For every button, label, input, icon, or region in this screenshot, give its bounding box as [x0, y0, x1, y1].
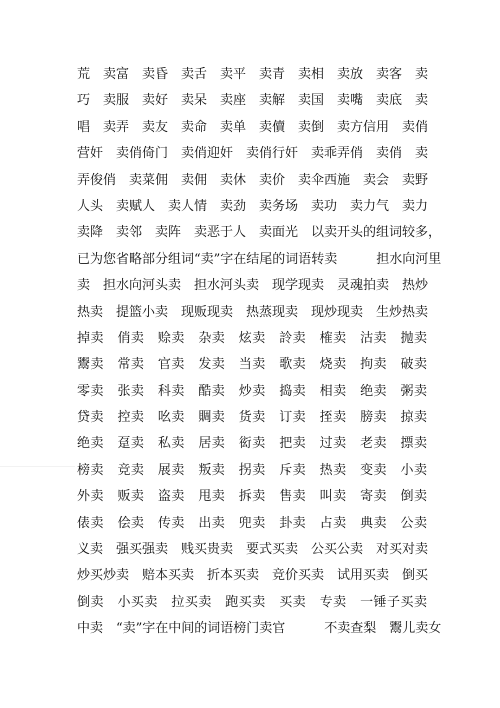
text-line: 外卖 贩卖 盗卖 甩卖 拆卖 售卖 叫卖 寄卖 倒卖: [77, 489, 427, 505]
text-line: 零卖 张卖 科卖 酷卖 炒卖 捣卖 相卖 绝卖 粥卖: [77, 383, 427, 399]
text-line: 巧 卖服 卖好 卖呆 卖座 卖解 卖国 卖嘴 卖底 卖: [77, 93, 429, 109]
text-line: 弄俊俏 卖菜佣 卖佣 卖休 卖价 卖伞西施 卖会 卖野: [77, 172, 429, 188]
text-line: 绝卖 趸卖 私卖 居卖 衒卖 把卖 过卖 老卖 摽卖: [77, 436, 427, 452]
text-line: 义卖 强买强卖 贱买贵卖 要式买卖 公买公卖 对买对卖: [77, 542, 429, 558]
text-line: 卖 担水向河头卖 担水河头卖 现学现卖 灵魂拍卖 热炒: [77, 278, 429, 294]
text-line: 俵卖 侩卖 传卖 出卖 兜卖 卦卖 占卖 典卖 公卖: [77, 515, 427, 531]
text-line: 已为您省略部分组词“卖”字在结尾的词语转卖 担水向河里: [77, 251, 442, 267]
text-line: 人头 卖赋人 卖人情 卖劲 卖务场 卖功 卖力气 卖力: [77, 198, 429, 214]
body-text: [77, 62, 442, 643]
text-line: 榜卖 竞卖 展卖 叛卖 拐卖 斥卖 热卖 变卖 小卖: [77, 462, 427, 478]
text-line: 荒 卖富 卖昏 卖舌 卖平 卖青 卖相 卖放 卖客 卖: [77, 67, 429, 82]
text-line: 掉卖 俏卖 赊卖 杂卖 炫卖 詅卖 榷卖 沽卖 抛卖: [77, 330, 427, 346]
margin-rule: [0, 466, 75, 467]
text-line: 中卖 “卖”字在中间的词语榜门卖官 不卖查梨 鬻儿卖女: [77, 621, 442, 637]
text-line: 贷卖 控卖 吆卖 賙卖 货卖 订卖 挃卖 膀卖 掠卖: [77, 410, 427, 426]
text-line: 卖降 卖邻 卖阵 卖恶于人 卖面光 以卖开头的组词较多，: [77, 225, 442, 241]
text-line: 炒买炒卖 赔本买卖 折本买卖 竞价买卖 试用买卖 倒买: [77, 568, 429, 584]
text-line: 营奸 卖俏倚门 卖俏迎奸 卖俏行奸 卖乖弄俏 卖俏 卖: [77, 146, 429, 162]
text-line: 热卖 提篮小卖 现贩现卖 热蒸现卖 现炒现卖 生炒热卖: [77, 304, 429, 320]
text-line: 鬻卖 常卖 官卖 发卖 当卖 歌卖 烧卖 拘卖 破卖: [77, 357, 427, 373]
text-line: 倒卖 小买卖 拉买卖 跑买卖 买卖 专卖 一锤子买卖: [77, 594, 427, 610]
text-line: 唱 卖弄 卖友 卖命 卖单 卖儥 卖倒 卖方信用 卖俏: [77, 119, 429, 135]
